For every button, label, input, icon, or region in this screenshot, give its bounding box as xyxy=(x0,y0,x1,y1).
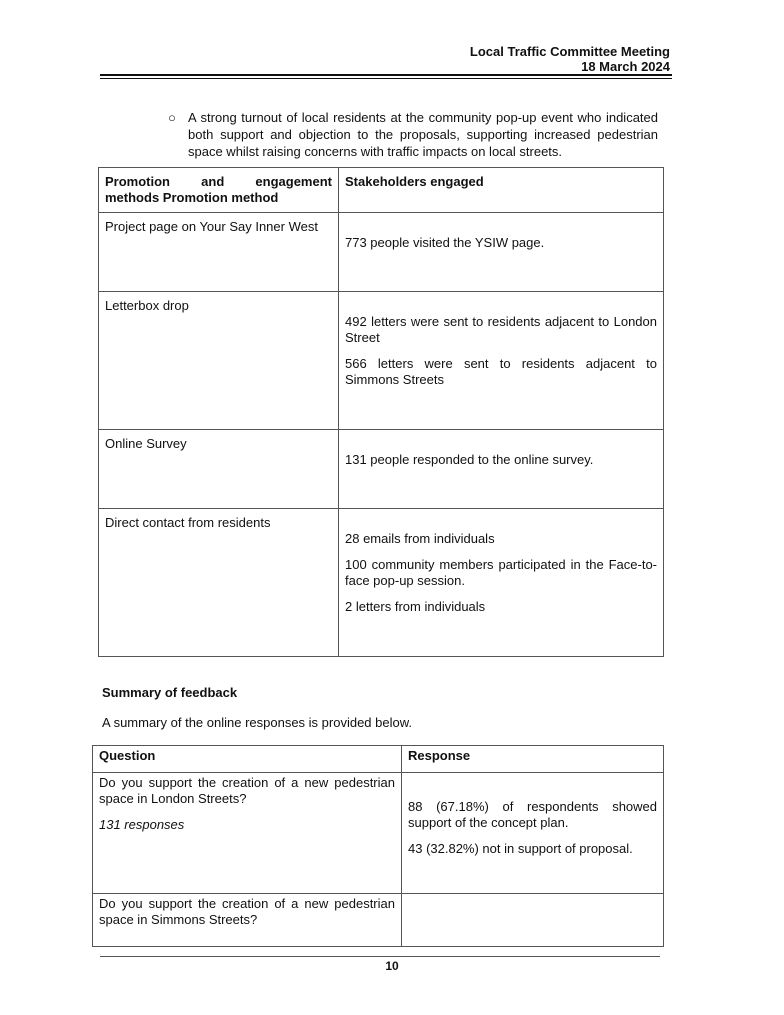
table-row xyxy=(93,773,664,894)
stakeholders-cell xyxy=(339,430,664,509)
stakeholders-cell xyxy=(339,292,664,430)
method-cell: Letterbox drop xyxy=(99,292,339,430)
method-cell: Project page on Your Say Inner West xyxy=(99,213,339,292)
stakeholder-line: 28 emails from individuals xyxy=(345,531,495,546)
section-heading: Summary of feedback xyxy=(102,685,238,700)
table-row xyxy=(93,894,664,947)
table-row xyxy=(99,509,664,657)
feedback-table xyxy=(92,745,664,947)
response-cell xyxy=(402,773,664,894)
stakeholder-line: 131 people responded to the online survey. xyxy=(345,452,594,467)
table-row xyxy=(99,213,664,292)
header-date: 18 March 2024 xyxy=(581,59,670,74)
col-header-question: Question xyxy=(93,746,402,773)
header-title: Local Traffic Committee Meeting xyxy=(469,44,670,59)
page-number: 10 xyxy=(385,959,399,973)
table-row xyxy=(99,292,664,430)
response-count: 131 responses xyxy=(99,817,185,832)
method-cell: Direct contact from residents xyxy=(99,509,339,657)
stakeholders-cell xyxy=(339,213,664,292)
table-header-row xyxy=(99,168,664,213)
question-text: Do you support the creation of a new pedestrian space in London Streets? xyxy=(99,775,395,806)
response-cell xyxy=(402,894,664,947)
bullet-text: A strong turnout of local residents at the community pop-up event who indicated both support and objection to the proposals, supporting increased pedestrian space whilst raising concerns with traffic impacts on local streets. xyxy=(188,110,658,159)
section-intro: A summary of the online responses is provided below. xyxy=(102,715,413,730)
engagement-table xyxy=(98,167,664,657)
header-rule-thin xyxy=(100,78,672,79)
table-row xyxy=(99,430,664,509)
col-header-stakeholders: Stakeholders engaged xyxy=(339,168,664,213)
method-cell: Online Survey xyxy=(99,430,339,509)
footer-rule xyxy=(100,956,660,957)
stakeholder-line: 100 community members participated in the Face-to-face pop-up session. xyxy=(345,557,657,588)
bullet-circle-icon: ○ xyxy=(168,110,176,125)
question-cell xyxy=(93,894,402,947)
response-line: 88 (67.18%) of respondents showed support of the concept plan. xyxy=(408,799,657,830)
stakeholder-line: 492 letters were sent to residents adjacent to London Street xyxy=(345,314,657,345)
header-rule xyxy=(100,74,672,76)
stakeholder-line: 773 people visited the YSIW page. xyxy=(345,235,545,250)
stakeholder-line: 566 letters were sent to residents adjacent to Simmons Streets xyxy=(345,356,657,387)
question-cell xyxy=(93,773,402,894)
page-header xyxy=(470,44,670,74)
stakeholders-cell xyxy=(339,509,664,657)
col-header-response: Response xyxy=(402,746,664,773)
table-header-row xyxy=(93,746,664,773)
col-header-method: Promotion and engagement methods Promotion method xyxy=(99,168,339,213)
question-text: Do you support the creation of a new pedestrian space in Simmons Streets? xyxy=(99,896,395,927)
stakeholder-line: 2 letters from individuals xyxy=(345,599,486,614)
response-line: 43 (32.82%) not in support of proposal. xyxy=(408,841,633,856)
